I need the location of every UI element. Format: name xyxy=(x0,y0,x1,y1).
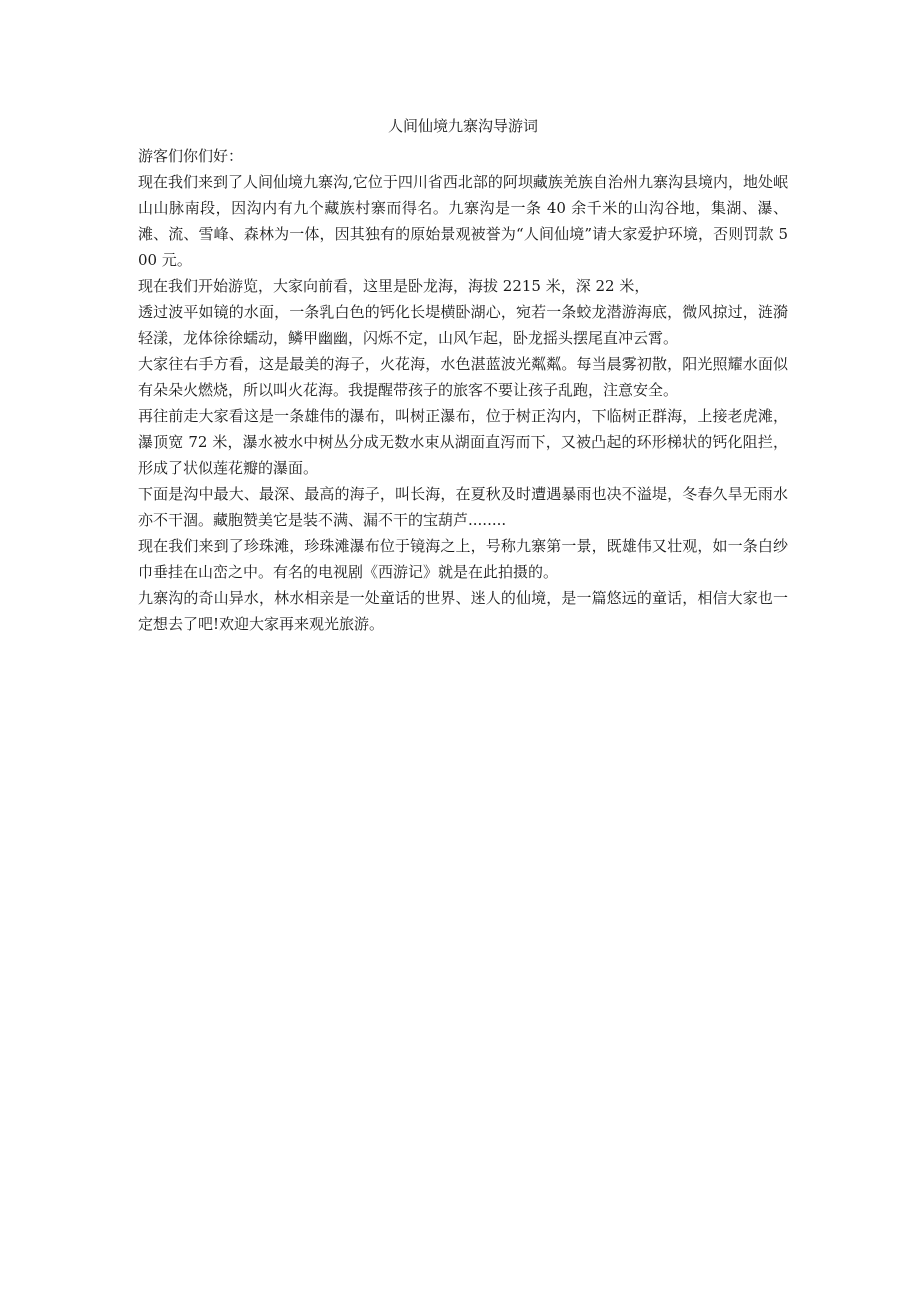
greeting-paragraph: 游客们你们好： xyxy=(138,147,244,165)
closing-paragraph: 九寨沟的奇山异水，林水相亲是一处童话的世界、迷人的仙境，是一篇悠远的童话，相信大家也一定想去了吧!欢迎大家再来观光旅游。 xyxy=(138,589,788,633)
long-lake-paragraph: 下面是沟中最大、最深、最高的海子，叫长海，在夏秋及时遭遇暴雨也决不溢堤，冬春久旱无雨水亦不干涸。藏胞赞美它是装不满、漏不干的宝葫芦........ xyxy=(138,485,788,529)
document-title: 人间仙境九寨沟导游词 xyxy=(387,117,538,135)
document-body xyxy=(138,113,788,637)
shuzheng-waterfall-paragraph: 再往前走大家看这是一条雄伟的瀑布，叫树正瀑布，位于树正沟内，下临树正群海，上接老虎滩，瀑顶宽 72 米，瀑水被水中树丛分成无数水束从湖面直泻而下，又被凸起的环形梯状的钙化阻拦，形成了状似莲花瓣的瀑面。 xyxy=(138,407,788,477)
sparkling-lake-paragraph: 大家往右手方看，这是最美的海子，火花海，水色湛蓝波光粼粼。每当晨雾初散，阳光照耀水面似有朵朵火燃烧，所以叫火花海。我提醒带孩子的旅客不要让孩子乱跑，注意安全。 xyxy=(138,355,788,399)
intro-paragraph: 现在我们来到了人间仙境九寨沟,它位于四川省西北部的阿坝藏族羌族自治州九寨沟县境内，地处岷山山脉南段，因沟内有九个藏族村寨而得名。九寨沟是一条 40 余千米的山沟谷地，集湖、瀑、滩、流、雪峰、森林为一体，因其独有的原始景观被誉为“人间仙境”请大家爱护环境，否则罚款 500 元。 xyxy=(138,173,788,269)
wolong-lake-description-paragraph: 透过波平如镜的水面，一条乳白色的钙化长堤横卧湖心，宛若一条蛟龙潜游海底，微风掠过，涟漪轻漾，龙体徐徐蠕动，鳞甲幽幽，闪烁不定，山风乍起，卧龙摇头摆尾直冲云霄。 xyxy=(138,303,788,347)
pearl-shoal-paragraph: 现在我们来到了珍珠滩，珍珠滩瀑布位于镜海之上，号称九寨第一景，既雄伟又壮观，如一条白纱巾垂挂在山峦之中。有名的电视剧《西游记》就是在此拍摄的。 xyxy=(138,537,788,581)
wolong-lake-paragraph: 现在我们开始游览，大家向前看，这里是卧龙海，海拔 2215 米，深 22 米， xyxy=(138,277,650,295)
